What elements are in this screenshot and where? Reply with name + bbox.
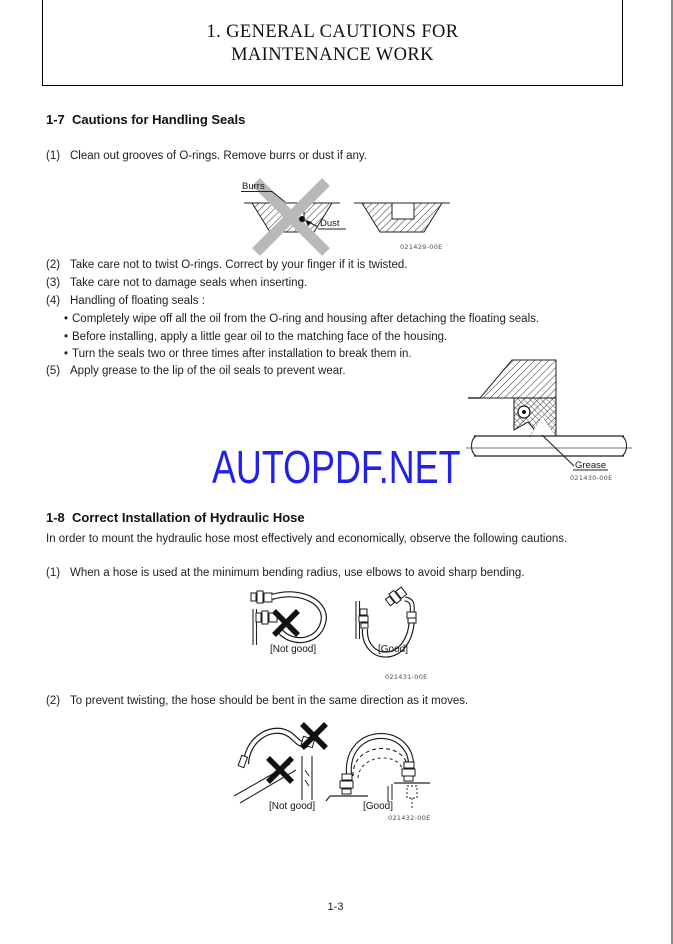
groove-clean [362, 203, 442, 232]
not-good-label: [Not good] [270, 644, 317, 655]
hose-fitting [361, 623, 368, 628]
item-number: (1) [46, 150, 61, 162]
bullet-icon: • [64, 331, 69, 343]
chapter-header-box [42, 0, 623, 86]
item-number: (2) [46, 695, 61, 707]
section-1-8-number: 1-8 [46, 510, 65, 525]
burrs-label: Burrs [242, 181, 265, 192]
x-mark-icon [268, 758, 292, 782]
good-label: [Good] [363, 801, 394, 812]
section-1-8-title: Correct Installation of Hydraulic Hose [72, 510, 305, 525]
hose-fitting [402, 769, 415, 776]
hose-fitting [404, 762, 414, 768]
item-text: Take care not to twist O-rings. Correct by your finger if it is twisted. [70, 259, 408, 271]
chapter-title-line2: MAINTENANCE WORK [231, 45, 434, 65]
hose-fitting [359, 616, 368, 622]
bullet-text: Turn the seals two or three times after installation to break them in. [72, 348, 412, 360]
page-number: 1-3 [327, 901, 344, 913]
bullet-icon: • [64, 348, 69, 360]
bullet-item [64, 330, 447, 344]
hose-fitting [256, 613, 261, 622]
item-text: Apply grease to the lip of the oil seals to prevent wear. [70, 365, 346, 377]
list-item-1-7-4 [46, 294, 205, 308]
list-item-1-8-1 [46, 566, 525, 580]
bullet-item [64, 347, 412, 361]
hose-fitting [342, 789, 351, 794]
groove-diagram [228, 170, 463, 258]
list-item-1-8-2 [46, 694, 468, 708]
hose-twist-diagram [232, 712, 432, 824]
x-mark-icon [274, 611, 298, 635]
hose-fitting [264, 593, 272, 602]
section-1-7-title: Cautions for Handling Seals [72, 112, 246, 127]
hose-fitting [262, 611, 268, 624]
item-number: (2) [46, 259, 61, 271]
mount-bracket [326, 796, 368, 801]
section-1-8-heading [46, 510, 305, 525]
item-number: (4) [46, 295, 61, 307]
item-number: (3) [46, 277, 61, 289]
item-text: Clean out grooves of O-rings. Remove burrs or dust if any. [70, 150, 368, 162]
hose-fitting [251, 593, 256, 601]
flow-arrows [305, 770, 309, 786]
figure-code: 021431-00E [385, 673, 428, 681]
hose-fitting [360, 609, 367, 615]
section-1-7-heading [46, 112, 245, 127]
section-1-8-intro: In order to mount the hydraulic hose most effectively and economically, observe the following cautions. [46, 533, 568, 545]
fitting-alt-position-dashed [407, 786, 417, 798]
list-item-1-7-1 [46, 149, 367, 163]
good-label: [Good] [378, 644, 409, 655]
housing-hatched [480, 360, 556, 398]
chapter-title-line1: 1. GENERAL CAUTIONS FOR [206, 22, 459, 42]
shaft-end-left [472, 436, 477, 456]
bullet-text: Before installing, apply a little gear oil to the matching face of the housing. [72, 331, 448, 343]
hose-bend-diagram [243, 585, 428, 685]
dust-label: Dust [320, 218, 340, 229]
bullet-text: Completely wipe off all the oil from the O-ring and housing after detaching the floating seals. [72, 313, 540, 325]
bullet-item [64, 312, 539, 326]
item-number: (1) [46, 567, 61, 579]
watermark-text: AUTOPDF.NET [212, 441, 461, 493]
elbow-fitting [384, 585, 407, 607]
garter-spring-center [522, 410, 526, 414]
list-item-1-7-2 [46, 258, 407, 272]
bullet-icon: • [64, 313, 69, 325]
hose-fitting [257, 591, 263, 603]
oil-seal-diagram [466, 358, 636, 486]
list-item-1-7-5 [46, 364, 346, 378]
grease-label: Grease [575, 460, 607, 471]
item-number: (5) [46, 365, 61, 377]
hose-fitting [342, 774, 352, 780]
hose-fitting [408, 618, 416, 623]
hose-fitting [407, 612, 416, 618]
figure-code: 021430-00E [570, 474, 613, 482]
shaft-end-right [622, 436, 627, 456]
grease-leader [542, 435, 574, 466]
figure-code: 021432-00E [388, 814, 431, 822]
not-good-label: [Not good] [269, 801, 316, 812]
item-text: Handling of floating seals : [70, 295, 205, 307]
x-mark-icon [302, 724, 326, 748]
dust-particle [299, 216, 305, 222]
hose-fitting [340, 781, 353, 788]
section-1-7-number: 1-7 [46, 112, 65, 127]
figure-code: 021429-00E [400, 243, 443, 251]
item-text: Take care not to damage seals when inserting. [70, 277, 308, 289]
item-text: To prevent twisting, the hose should be bent in the same direction as it moves. [70, 695, 469, 707]
item-text: When a hose is used at the minimum bending radius, use elbows to avoid sharp bending. [70, 567, 525, 579]
hose-fitting [404, 776, 413, 781]
list-item-1-7-3 [46, 276, 307, 290]
hose-fitting [238, 755, 247, 767]
hose-twisted [246, 731, 307, 764]
hose-alt-position-dashed [358, 758, 403, 778]
hose-twisted-inner [246, 731, 307, 764]
hose-alt-position-dashed [353, 748, 408, 776]
